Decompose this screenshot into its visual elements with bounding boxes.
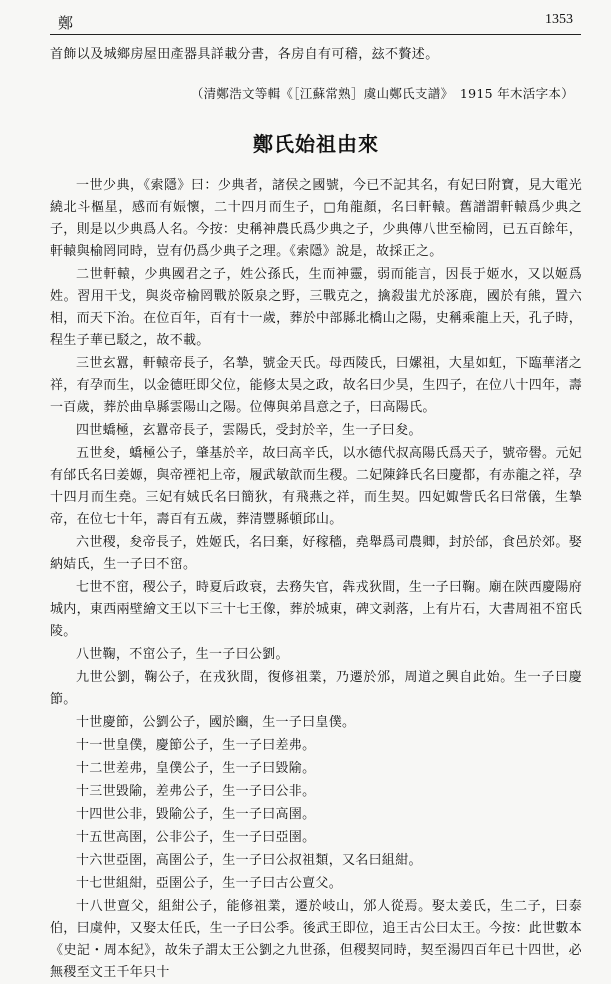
page-number: 1353 xyxy=(545,12,573,27)
header-rule xyxy=(50,34,581,35)
paragraph: 十四世公非，毀隃公子，生一子曰高圉。 xyxy=(76,807,316,822)
running-head: 鄭 xyxy=(58,14,74,32)
paragraph: 三世玄囂，軒轅帝長子，名摯，號金天氏。母西陵氏，曰嫘祖，大星如虹，下臨華渚之祥，有孕而生，以金德旺即父位，能修太昊之政，故名曰少昊，生四子，在位八十四年，壽一百歲，葬於曲阜縣雲陽山之陽。位傳與弟昌意之子，曰高陽氏。 xyxy=(50,356,583,415)
page-header xyxy=(0,0,611,34)
paragraph: 五世夋，蟜極公子，肇基於辛，故曰高辛氏，以水德代叔高陽氏爲天子，號帝嚳。元妃有邰氏名曰姜嫄，與帝禋祀上帝，履武敏歆而生稷。二妃陳鋒氏名曰慶都，有赤龍之祥，孕十四月而生堯。三妃有娀氏名曰簡狄，有飛燕之祥，而生契。四妃娵訾氏名曰常儀，生摯帝，在位七十年，壽百有五歲，葬清豐縣頓邱山。 xyxy=(50,446,583,527)
paragraph: 十七世組紺，亞圉公子，生一子曰古公亶父。 xyxy=(76,876,343,891)
paragraph: 八世鞠，不窋公子，生一子曰公劉。 xyxy=(76,647,289,662)
paragraph: 十一世皇僕，慶節公子，生一子曰差弗。 xyxy=(76,738,316,753)
page-body xyxy=(50,44,582,984)
paragraph: 十三世毀隃，差弗公子，生一子曰公非。 xyxy=(76,784,316,799)
paragraph: 四世蟜極，玄囂帝長子，雲陽氏，受封於辛，生一子曰夋。 xyxy=(76,423,422,438)
paragraph: 十世慶節，公劉公子，國於豳，生一子曰皇僕。 xyxy=(76,715,356,730)
section-title: 鄭氏始祖由來 xyxy=(253,132,379,156)
paragraph: 十八世亶父，組紺公子，能修祖業，遷於岐山，邠人從焉。娶太姜氏，生二子，曰泰伯，曰虞仲，又娶太任氏，生一子曰公季。後武王即位，追王古公曰太王。今按：此世數本《史記・周本紀》，故朱子謂太王公劉之九世孫，但稷契同時，契至湯四百年已十四世，必無稷至文王千年只十 xyxy=(50,899,583,980)
paragraph: 二世軒轅，少典國君之子，姓公孫氏，生而神靈，弱而能言，因長于姬水，又以姬爲姓。習用干戈，與炎帝榆罔戰於阪泉之野，三戰克之，擒殺蚩尤於涿鹿，國於有熊，置六相，而天下治。在位百年，百有十一歲，葬於中部縣北橋山之陽，史稱乘龍上天，孔子時，程生子華已駁之，故不載。 xyxy=(50,267,583,348)
paragraph: 十五世高圉，公非公子，生一子曰亞圉。 xyxy=(76,830,316,845)
paragraph: 十六世亞圉，高圉公子，生一子曰公叔祖類，又名曰組紺。 xyxy=(76,853,422,868)
paragraph: 六世稷，夋帝長子，姓姬氏，名曰棄，好稼穡，堯舉爲司農卿，封於邰，食邑於郊。娶納姞氏，生一子曰不窋。 xyxy=(50,535,582,572)
paragraph: 七世不窋，稷公子，時夏后政衰，去務失官，犇戎狄間，生一子曰鞠。廟在陝西慶陽府城内，東西兩壁繪文王以下三十七王像，葬於城東，碑文剥落，上有片石，大書周祖不窋氏陵。 xyxy=(50,580,583,639)
paragraph: 十二世差弗，皇僕公子，生一子曰毀隃。 xyxy=(76,761,316,776)
source-citation: （清鄭浩文等輯《［江蘇常熟］虞山鄭氏支譜》 1915 年木活字本） xyxy=(190,86,574,101)
lead-text: 首飾以及城鄉房屋田產器具詳載分書，各房自有可稽，玆不贅述。 xyxy=(50,47,439,62)
paragraph: 一世少典，《索隱》曰：少典者，諸侯之國號，今已不記其名，有妃曰附寶，見大電光繞北斗樞星，感而有娠懷，二十四月而生子，□角龍顏，名曰軒轅。舊譜謂軒轅爲少典之子，則是以少典爲人名。今按：史稱神農氏爲少典之子，少典傳八世至榆罔，已五百餘年，軒轅與榆罔同時，豈有仍爲少典子之理。《索隱》說是，故採正之。 xyxy=(50,178,583,259)
paragraph: 九世公劉，鞠公子，在戎狄間，復修祖業，乃遷於邠，周道之興自此始。生一子曰慶節。 xyxy=(50,670,582,707)
